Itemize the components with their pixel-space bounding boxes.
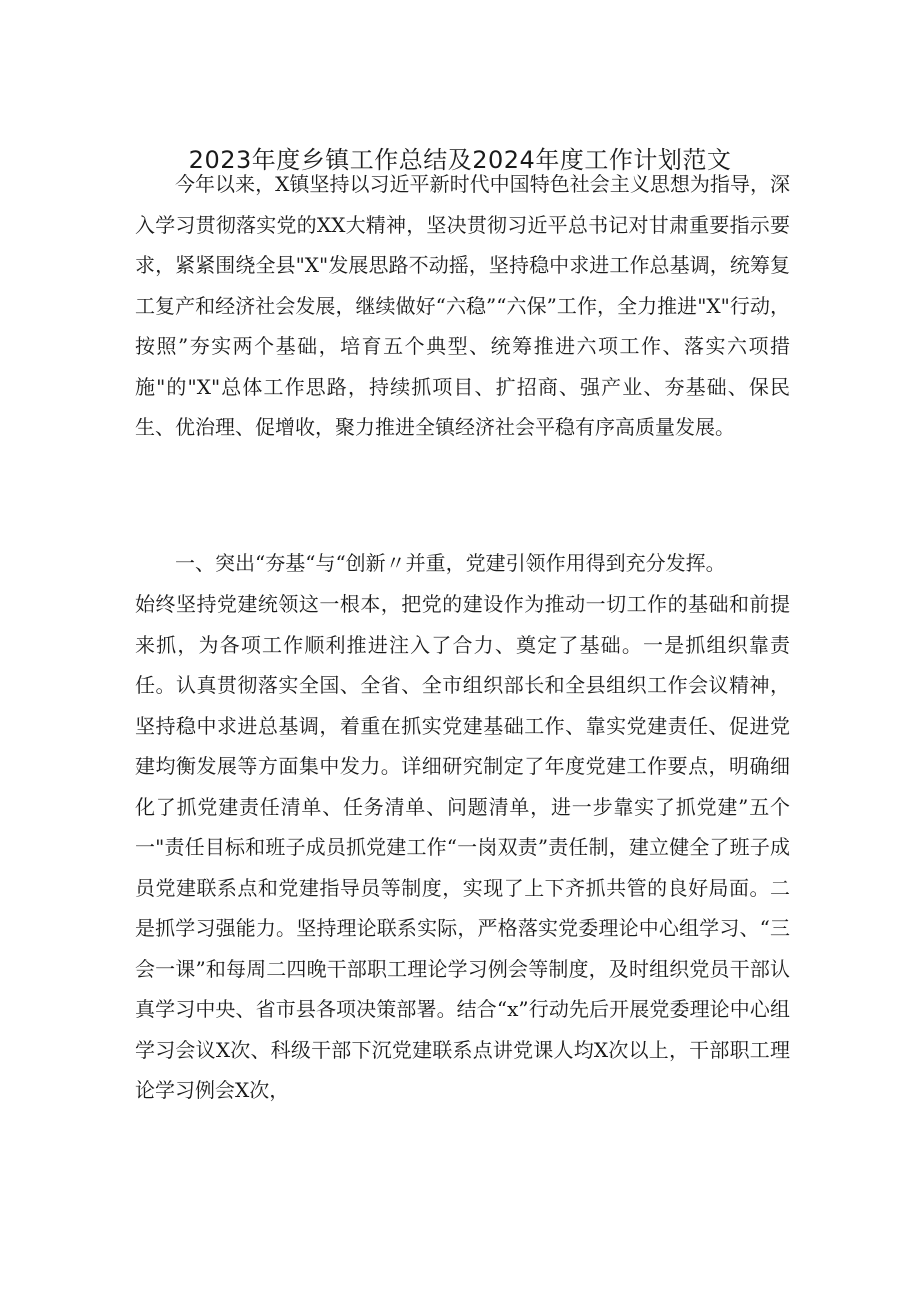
- section-1-paragraph: 始终坚持党建统领这一根本，把党的建设作为推动一切工作的基础和前提来抓，为各项工作顺利推进注入了合力、奠定了基础。一是抓组织靠责任。认真贯彻落实全国、全省、全市组织部长和全县组织工作会议精神，坚持稳中求进总基调，着重在抓实党建基础工作、靠实党建责任、促进党建均衡发展等方面集中发力。详细研究制定了年度党建工作要点，明确细化了抓党建责任清单、任务清单、问题清单，进一步靠实了抓党建”五个一"责任目标和班子成员抓党建工作“一岗双责”责任制，建立健全了班子成员党建联系点和党建指导员等制度，实现了上下齐抓共管的良好局面。二是抓学习强能力。坚持理论联系实际，严格落实党委理论中心组学习、“三会一课”和每周二四晚干部职工理论学习例会等制度，及时组织党员干部认真学习中央、省市县各项决策部署。结合“x”行动先后开展党委理论中心组学习会议X次、科级干部下沉党建联系点讲党课人均X次以上，干部职工理论学习例会X次，: [135, 592, 790, 1102]
- section-heading-1: 一、突出“夯基“与“创新〃并重，党建引领作用得到充分发挥。: [175, 551, 726, 575]
- document-title: 2023年度乡镇工作总结及2024年度工作计划范文: [188, 146, 732, 174]
- intro-paragraph: 今年以来，X镇坚持以习近平新时代中国特色社会主义思想为指导，深入学习贯彻落实党的XX大精神，坚决贯彻习近平总书记对甘肃重要指示要求，紧紧围绕全县"X"发展思路不动摇，坚持稳中求进工作总基调，统筹复工复产和经济社会发展，继续做好“六稳”“六保”工作，全力推进"X"行动，按照”夯实两个基础，培育五个典型、统筹推进六项工作、落实六项措施"的"X"总体工作思路，持续抓项目、扩招商、强产业、夯基础、保民生、优治理、促增收，聚力推进全镇经济社会平稳有序高质量发展。: [135, 172, 790, 439]
